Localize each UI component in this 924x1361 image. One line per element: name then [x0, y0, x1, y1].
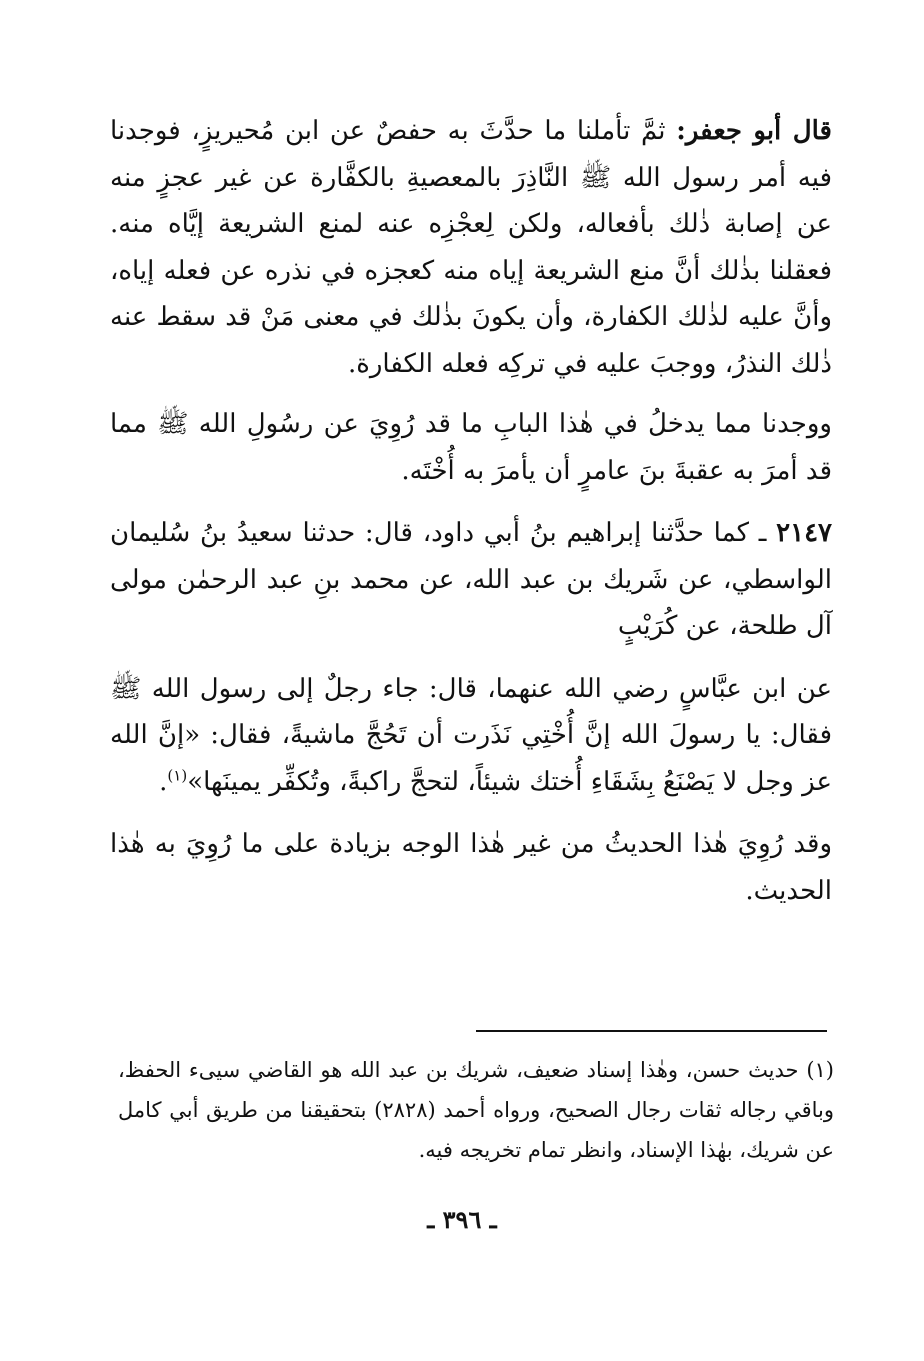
page-number: ـ ٣٩٦ ـ [427, 1205, 497, 1234]
paragraph-2-text: ووجدنا مما يدخلُ في هٰذا البابِ ما قد رُوِيَ عن رسُولِ الله ﷺ مما قد أمرَ به عقبةَ بنَ عامرٍ أن يأمرَ به أُخْتَه. [110, 409, 832, 486]
footnote-text: (١) حديث حسن، وهٰذا إسناد ضعيف، شريك بن عبد الله هو القاضي سيىء الحفظ، وباقي رجاله ثقات رجال الصحيح، ورواه أحمد (٢٨٢٨) بتحقيقنا من طريق أبي كامل عن شريك، بهٰذا الإسناد، وانظر تمام تخريجه فيه. [118, 1058, 835, 1162]
hadith-isnad-text: ـ كما حدَّثنا إبراهيم بنُ أبي داود، قال: حدثنا سعيدُ بنُ سُليمان الواسطي، عن شَريك بن عبد الله، عن محمد بنِ عبد الرحمٰن مولى آل طلحة، عن كُرَيْبٍ [110, 518, 832, 641]
speaker-lead: قال أبو جعفر: [676, 116, 832, 146]
hadith-matn-end: . [159, 766, 168, 797]
hadith-matn [110, 666, 832, 806]
hadith-2147 [110, 510, 832, 650]
page-body [110, 108, 832, 914]
hadith-matn-text: عن ابن عبَّاسٍ رضي الله عنهما، قال: جاء رجلٌ إلى رسول الله ﷺ فقال: يا رسولَ الله إنَّ أُخْتِي نَذَرت أن تَحُجَّ ماشيةً، فقال: «إنَّ الله عز وجل لا يَصْنَعُ بِشَقَاءِ أُختك شيئاً، لتحجَّ راكبةً، وتُكفِّر يمينَها» [110, 673, 832, 797]
paragraph-1-text: ثمَّ تأملنا ما حدَّثَ به حفصٌ عن ابن مُحيريزٍ، فوجدنا فيه أمر رسول الله ﷺ النَّاذِرَ بالمعصيةِ بالكفَّارة عن غير عجزٍ منه عن إصابة ذٰلك بأفعاله، ولكن لِعجْزِه عنه لمنع الشريعة إيَّاه منه. فعقلنا بذٰلك أنَّ منع الشريعة إياه منه كعجزه في نذره عن فعله إياه، وأنَّ عليه لذٰلك الكفارة، وأن يكونَ بذٰلك في معنى مَنْ قد سقط عنه ذٰلك النذرُ، ووجبَ عليه في تركِه فعله الكفارة. [110, 116, 832, 379]
paragraph-1 [110, 108, 832, 387]
footnote [118, 1050, 834, 1170]
paragraph-2 [110, 401, 832, 494]
paragraph-5 [110, 821, 832, 914]
footnote-marker[interactable]: (١) [167, 765, 188, 784]
footnote-divider [476, 1030, 827, 1032]
hadith-number: ٢١٤٧ [776, 518, 832, 548]
paragraph-5-text: وقد رُوِيَ هٰذا الحديثُ من غير هٰذا الوجه بزيادة على ما رُوِيَ به هٰذا الحديث. [110, 829, 832, 906]
